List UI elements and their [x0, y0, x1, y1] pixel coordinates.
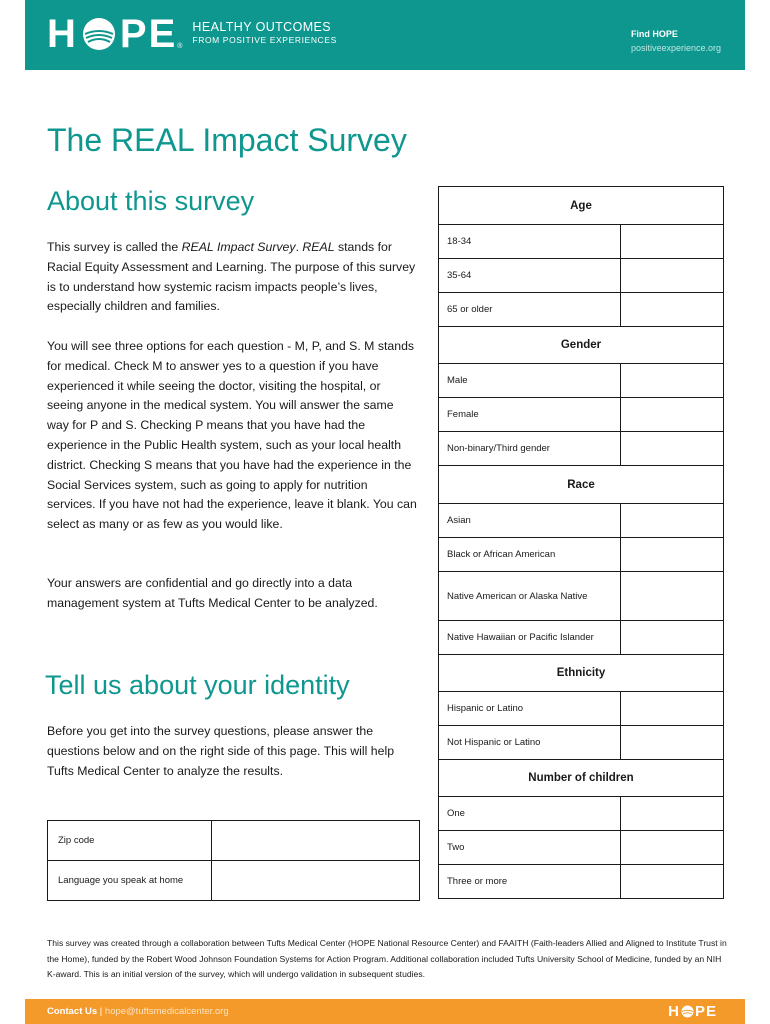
children-heading: Number of children [439, 760, 724, 797]
age-option: 35-64 [439, 259, 621, 293]
race-option: Native American or Alaska Native [439, 572, 621, 621]
children-checkbox[interactable] [621, 797, 724, 831]
gender-checkbox[interactable] [621, 432, 724, 466]
identity-paragraph: Before you get into the survey questions, please answer the questions below and on the right side of this page. This will help Tufts Medical Center to analyze the results. [47, 724, 395, 778]
footer-logo-letter-h: H [668, 1003, 680, 1020]
tagline-line2: FROM POSITIVE EXPERIENCES [192, 35, 337, 45]
age-heading: Age [439, 187, 724, 225]
footer-bar [25, 999, 745, 1024]
about-paragraph-1 [47, 238, 417, 317]
zip-code-field[interactable] [212, 821, 420, 861]
gender-heading: Gender [439, 327, 724, 364]
ethnicity-checkbox[interactable] [621, 726, 724, 760]
identity-fields-table [47, 820, 420, 901]
find-hope-link[interactable]: positiveexperience.org [630, 43, 721, 53]
children-option: Three or more [439, 865, 621, 899]
about-p1-text: stands for Racial Equity Assessment and Learning. The purpose of this survey is to understand how systemic racism impacts people’s lives, especially children and families. [47, 240, 416, 314]
globe-icon [82, 17, 116, 51]
ethnicity-option: Hispanic or Latino [439, 692, 621, 726]
globe-icon [681, 1005, 694, 1018]
contact-info [47, 1006, 229, 1017]
race-checkbox[interactable] [621, 572, 724, 621]
logo-letter-h: H [47, 12, 78, 56]
identity-heading: Tell us about your identity [45, 670, 350, 700]
children-option: Two [439, 831, 621, 865]
separator: | [99, 1006, 103, 1017]
race-checkbox[interactable] [621, 621, 724, 655]
hope-logo [47, 14, 337, 54]
tagline [192, 21, 336, 47]
contact-email-link[interactable]: hope@tuftsmedicalcenter.org [104, 1006, 229, 1017]
find-hope [631, 29, 721, 53]
gender-option: Female [439, 398, 621, 432]
footnote: This survey was created through a collaboration between Tufts Medical Center (HOPE National Resource Center) and FAAITH (Faith-leaders Allied and Aligned to Institute Trust in the Home), funded by the Robert Wood Johnson Foundation Systems for Action Program. Additional collaboration included Tufts University School of Medicine, funded by an NIH K-award. This is an initial version of the survey, which will undergo validation in subsequent studies. [47, 938, 727, 979]
race-checkbox[interactable] [621, 504, 724, 538]
footer-hope-logo [668, 1003, 717, 1020]
race-heading: Race [439, 466, 724, 504]
race-option: Black or African American [439, 538, 621, 572]
age-option: 18-34 [439, 225, 621, 259]
table-row [48, 821, 420, 861]
age-checkbox[interactable] [621, 259, 724, 293]
language-label: Language you speak at home [48, 861, 212, 901]
about-heading: About this survey [47, 186, 255, 216]
race-option: Native Hawaiian or Pacific Islander [439, 621, 621, 655]
zip-code-label: Zip code [48, 821, 212, 861]
logo-letters-pe: PE [119, 12, 178, 56]
about-paragraph-2: You will see three options for each question - M, P, and S. M stands for medical. Check M to answer yes to a question if you have experienced it while seeing the doctor, visiting the hospital, or seeing anyone in the medical system. You will answer the same way for P and S. Checking P means that you have had the experience in the Public Health system, such as your local health district. Checking S means that you have had the experience in the Social Services system, such as going to apply for nutrition services. If you have not had the experience, leave it blank. You can select as many or as few as you would like. [47, 339, 417, 532]
tagline-line1: HEALTHY OUTCOMES [192, 20, 332, 34]
real-acronym: REAL [302, 240, 335, 254]
gender-checkbox[interactable] [621, 398, 724, 432]
age-option: 65 or older [439, 293, 621, 327]
about-p1-text: This survey is called the [47, 240, 182, 254]
gender-option: Male [439, 364, 621, 398]
children-checkbox[interactable] [621, 865, 724, 899]
ethnicity-checkbox[interactable] [621, 692, 724, 726]
find-hope-label: Find HOPE [630, 29, 678, 39]
gender-checkbox[interactable] [621, 364, 724, 398]
footer-logo-letters-pe: PE [694, 1003, 717, 1020]
demographics-table [438, 186, 724, 899]
gender-option: Non-binary/Third gender [439, 432, 621, 466]
contact-label: Contact Us [47, 1006, 98, 1017]
about-p1-text: . [295, 240, 303, 254]
age-checkbox[interactable] [621, 225, 724, 259]
table-row [48, 861, 420, 901]
ethnicity-option: Not Hispanic or Latino [439, 726, 621, 760]
language-field[interactable] [212, 861, 420, 901]
children-checkbox[interactable] [621, 831, 724, 865]
race-checkbox[interactable] [621, 538, 724, 572]
about-paragraph-3: Your answers are confidential and go directly into a data management system at Tufts Medical Center to be analyzed. [47, 576, 378, 610]
survey-name: REAL Impact Survey [181, 240, 296, 254]
header-bar [25, 0, 745, 70]
ethnicity-heading: Ethnicity [439, 655, 724, 692]
children-option: One [439, 797, 621, 831]
page-title: The REAL Impact Survey [47, 122, 407, 158]
age-checkbox[interactable] [621, 293, 724, 327]
logo-registered-mark: ® [177, 43, 183, 50]
race-option: Asian [439, 504, 621, 538]
